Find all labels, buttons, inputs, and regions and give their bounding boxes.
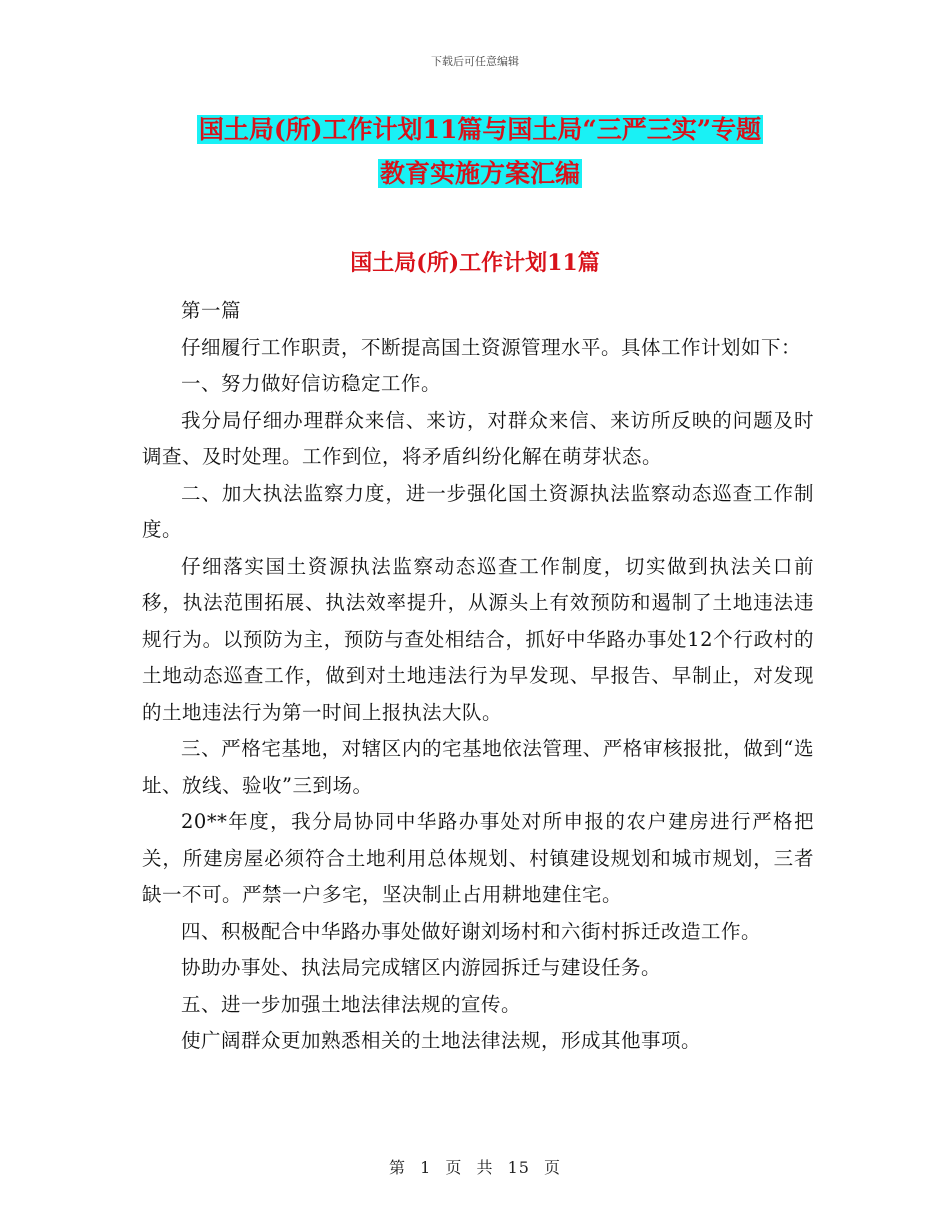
paragraph: 三、严格宅基地，对辖区内的宅基地依法管理、严格审核报批，做到“选址、放线、验收”三到场。: [142, 737, 814, 797]
paragraph: 二、加大执法监察力度，进一步强化国土资源执法监察动态巡查工作制度。: [142, 481, 814, 541]
document-title-line-2: 教育实施方案汇编: [379, 159, 580, 188]
paragraph: 第一篇: [181, 299, 242, 322]
paragraph: 使广阔群众更加熟悉相关的土地法律法规，形成其他事项。: [181, 1029, 702, 1052]
page-label: 第: [388, 1158, 406, 1177]
total-page-number: 15: [507, 1158, 530, 1177]
current-page-number: 1: [420, 1158, 432, 1177]
paragraph: 四、积极配合中华路办事处做好谢刘场村和六街村拆迁改造工作。: [181, 919, 762, 943]
paragraph: 协助办事处、执法局完成辖区内游园拆迁与建设任务。: [181, 956, 662, 979]
section-title: 国土局(所)工作计划11篇: [350, 250, 600, 276]
paragraph: 仔细履行工作职责，不断提高国土资源管理水平。具体工作计划如下：: [181, 335, 802, 359]
total-label: 共: [476, 1158, 494, 1177]
paragraph: 我分局仔细办理群众来信、来访，对群众来信、来访所反映的问题及时调查、及时处理。工作到位，将矛盾纠纷化解在萌芽状态。: [142, 408, 814, 468]
paragraph: 五、进一步加强土地法律法规的宣传。: [181, 992, 522, 1016]
body-text: [142, 293, 814, 1060]
document-title-line-1: 国土局(所)工作计划11篇与国土局“三严三实”专题: [198, 115, 762, 144]
paragraph: 20**年度，我分局协同中华路办事处对所申报的农户建房进行严格把关，所建房屋必须符合土地利用总体规划、村镇建设规划和城市规划，三者缺一不可。严禁一户多宅，坚决制止占用耕地建住宅。: [142, 810, 814, 906]
paragraph: 一、努力做好信访稳定工作。: [181, 372, 442, 395]
page-footer: [0, 1155, 950, 1178]
total-unit: 页: [544, 1158, 562, 1177]
header-note: 下载后可任意编辑: [431, 55, 519, 68]
page-unit: 页: [445, 1158, 463, 1177]
paragraph: 仔细落实国土资源执法监察动态巡查工作制度，切实做到执法关口前移，执法范围拓展、执法效率提升，从源头上有效预防和遏制了土地违法违规行为。以预防为主，预防与查处相结合，抓好中华路办事处12个行政村的土地动态巡查工作，做到对土地违法行为早发现、早报告、早制止，对发现的土地违法行为第一时间上报执法大队。: [142, 554, 814, 724]
document-title: [140, 108, 820, 196]
